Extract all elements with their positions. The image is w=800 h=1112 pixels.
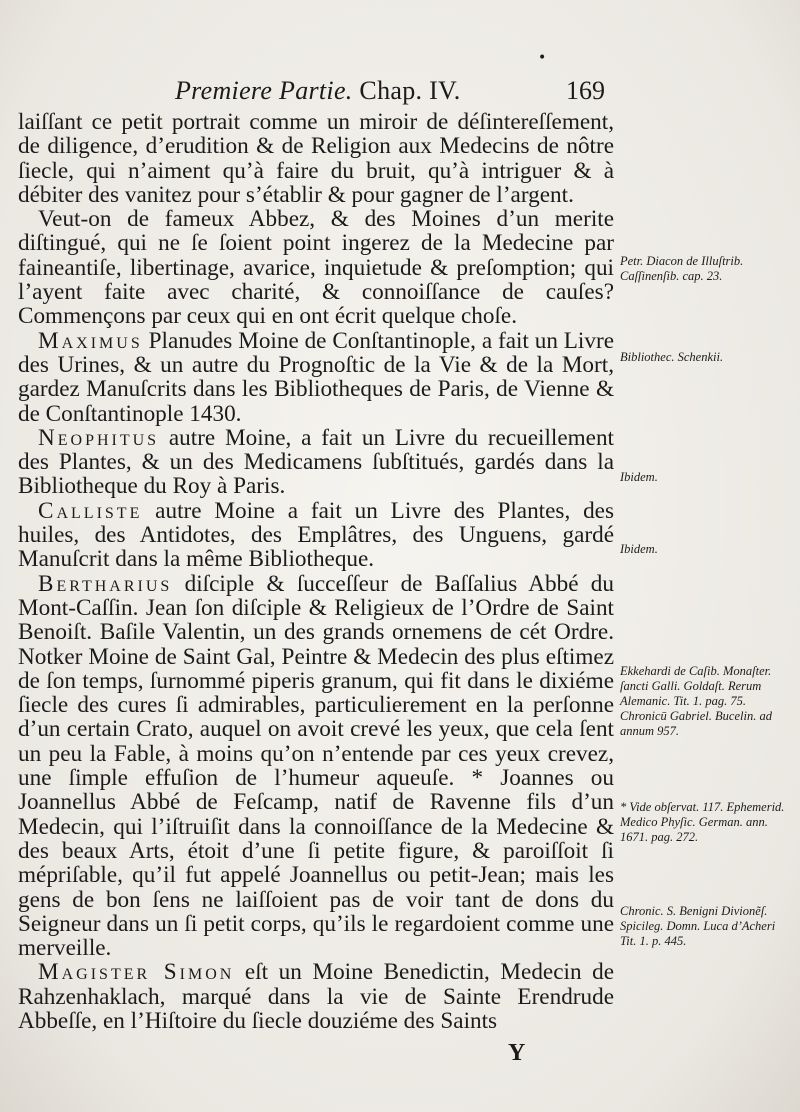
margin-note: Ekkehardi de Caſib. Monaſter. ſancti Galli. Goldaſt. Rerum Alemanic. Tit. 1. pag. 75. Chronicū Gabriel. Bucelin. ad annum 957.	[620, 664, 772, 738]
paragraph-text: autre Moine a fait un Livre des Plantes, des huiles, des Antidotes, des Emplâtres, des Unguens, gardé Manuſcrit dans la même Bibliotheque.	[18, 497, 614, 573]
margin-note: Petr. Diacon de Illuſtrib. Caſſinenſib. cap. 23.	[620, 254, 744, 283]
paragraph-text: Planudes Moine de Conſtantinople, a fait un Livre des Urines, & un autre du Prognoſtic de la Vie & de la Mort, gardez Manuſcrits dans les Bibliotheques de Paris, de Vienne & de Conſtantinople 1430.	[18, 327, 614, 427]
paragraph-text: autre Moine, a fait un Livre du recueillement des Plantes, & un des Medicamens ſubſtitués, gardés dans la Bibliotheque du Roy à Paris.	[18, 424, 614, 500]
running-head-part: Premiere Partie.	[175, 76, 353, 105]
lead-name: Neophitus	[38, 424, 160, 451]
paragraph-1: laiſſant ce petit portrait comme un miroir de déſintereſſement, de diligence, d’erudition & de Religion aux Medecins de nôtre ſiecle, qui n’aiment qu’à faire du bruit, qu’à intriguer & à débiter des vanitez pour s’établir & pour gagner de l’argent.	[18, 109, 614, 208]
lead-name: Maximus	[38, 327, 143, 354]
lead-name: Calliste	[38, 497, 143, 524]
paragraph-text: eſt un Moine Benedictin, Medecin de Rahzenhaklach, marqué dans la vie de Sainte Erendrude Abbeſſe, en l’Hiſtoire du ſiecle douziéme des Saints	[18, 959, 615, 1034]
margin-note: Ibidem.	[620, 542, 658, 556]
margin-note: Ibidem.	[620, 470, 658, 484]
paragraph-magister-simon	[18, 960, 614, 1033]
page-header	[175, 76, 605, 110]
signature-mark: Y	[508, 1040, 526, 1066]
paragraph-maximus	[18, 329, 614, 426]
paragraph-neophitus	[18, 426, 614, 499]
page-number: 169	[566, 76, 605, 105]
paragraph-text: diſciple & ſucceſſeur de Baſſalius Abbé du Mont-Caſſin. Jean ſon diſciple & Religieux de l’Ordre de Saint Benoiſt. Baſile Valentin, un des grands ornemens de cét Ordre. Notker Moine de Saint Gal, Peintre & Medecin des plus eſtimez de ſon temps, ſurnommé piperis granum, qui fit dans le dixiéme ſiecle des cures ſi admirables, particulierement en la perſonne d’un certain Crato, auquel on avoit crevé les yeux, que cela ſent un peu la Fable, à moins qu’on n’entende par ces yeux crevez, une ſimple effuſion de l’humeur aqueuſe. * Joannes ou Joannellus Abbé de Feſcamp, natif de Ravenne fils d’un Medecin, qui l’iſtruiſit dans la connoiſſance de la Medecine & des beaux Arts, étoit d’une ſi petite figure, & paroiſſoit ſi mépriſable, qu’il fut appelé Joannellus ou petit-Jean; mais les gens de bon ſens ne laiſſoient pas de voir tant de dons du Seigneur dans un ſi petit corps, qu’ils le regardoient comme une merveille.	[18, 570, 614, 962]
running-head-chapter: Chap. IV.	[359, 76, 461, 105]
running-head	[175, 76, 461, 106]
paragraph-2: Veut-on de fameux Abbez, & des Moines d’un merite diſtingué, qui ne ſe ſoient point ingerez de la Medecine par faineantiſe, libertinage, avarice, inquietude & preſomption; qui l’ayent faite avec charité, & connoiſſance de cauſes? Commençons par ceux qui en ont écrit quelque choſe.	[18, 206, 614, 330]
margin-note: * Vide obſervat. 117. Ephemerid. Medico Phyſic. German. ann. 1671. pag. 272.	[620, 800, 785, 844]
lead-name: Bertharius	[38, 570, 173, 597]
top-ornament: •	[538, 50, 547, 66]
main-text	[18, 110, 614, 1033]
paragraph-calliste	[18, 499, 614, 572]
paragraph-bertharius	[18, 572, 614, 961]
margin-note: Chronic. S. Benigni Divionẽſ. Spicileg. Domn. Luca d’Acheri Tit. 1. p. 445.	[620, 904, 776, 948]
lead-name: Magister Simon	[38, 959, 235, 986]
margin-note: Bibliothec. Schenkii.	[620, 350, 724, 364]
